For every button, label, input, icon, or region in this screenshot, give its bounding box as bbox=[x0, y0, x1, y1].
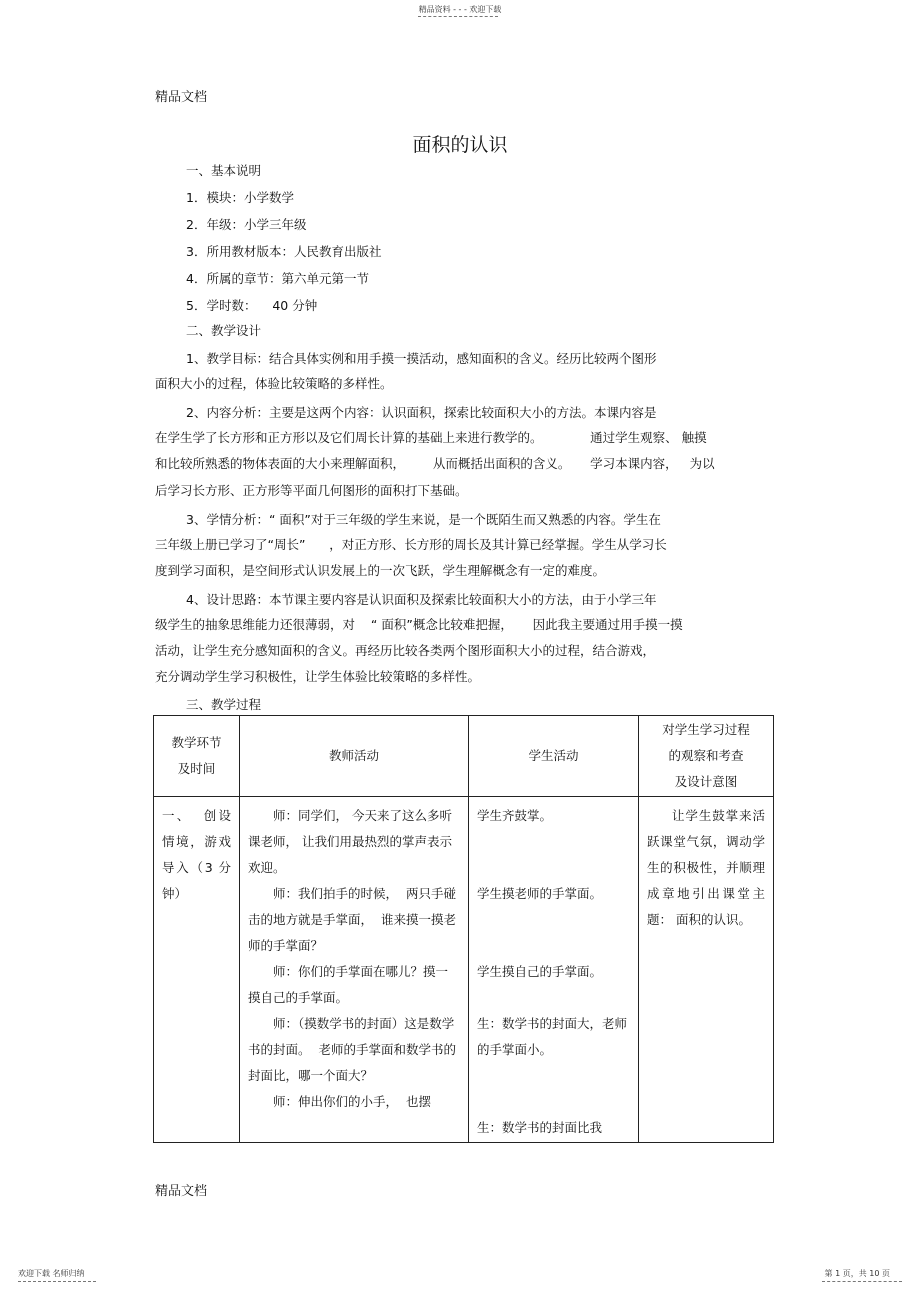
header-intent: 对学生学习过程 的观察和考查 及设计意图 bbox=[639, 716, 774, 797]
info-item: 2．年级：小学三年级 bbox=[186, 217, 307, 232]
teacher-line: 师：（摸数学书的封面）这是数学书的封面。 老师的手掌面和数学书的封面比，哪一个面大？ bbox=[248, 1016, 456, 1083]
header-student: 学生活动 bbox=[469, 716, 639, 797]
cell-student bbox=[469, 797, 639, 1143]
footer-dash-left bbox=[18, 1281, 96, 1282]
page-number: 第 1 页，共 10 页 bbox=[824, 1269, 890, 1278]
header-dash bbox=[418, 16, 498, 17]
table-header-row bbox=[154, 716, 774, 797]
paragraph-line: 在学生学了长方形和正方形以及它们周长计算的基础上来进行教学的。 通过学生观察、 触摸 bbox=[155, 430, 707, 445]
info-item: 1．模块：小学数学 bbox=[186, 190, 294, 205]
cell-intent: 让学生鼓掌来活跃课堂气氛，调动学生的积极性，并顺理成章地引出课堂主题： 面积的认识。 bbox=[639, 797, 774, 1143]
cell-teacher bbox=[240, 797, 469, 1143]
footer-left: 欢迎下载 名师归纳 bbox=[18, 1269, 85, 1278]
watermark-bottom: 精品文档 bbox=[155, 1184, 208, 1199]
header-stage: 教学环节 及时间 bbox=[154, 716, 240, 797]
cell-stage: 一、 创设情境，游戏导入（3 分钟） bbox=[154, 797, 240, 1143]
teacher-line: 师：同学们， 今天来了这么多听课老师， 让我们用最热烈的掌声表示欢迎。 bbox=[248, 808, 452, 875]
student-line: 生：数学书的封面大，老师的手掌面小。 bbox=[477, 1016, 628, 1057]
paragraph-line: 3、学情分析：“ 面积”对于三年级的学生来说，是一个既陌生而又熟悉的内容。学生在 bbox=[186, 512, 661, 527]
section1-heading: 一、基本说明 bbox=[186, 163, 262, 178]
paragraph-line: 充分调动学生学习积极性，让学生体验比较策略的多样性。 bbox=[155, 669, 481, 684]
section3-heading: 三、教学过程 bbox=[186, 697, 262, 712]
teaching-process-table bbox=[153, 715, 774, 1143]
info-item: 4．所属的章节：第六单元第一节 bbox=[186, 271, 369, 286]
student-line: 学生齐鼓掌。 bbox=[477, 808, 553, 823]
paragraph-line: 三年级上册已学习了“周长” ，对正方形、长方形的周长及其计算已经掌握。学生从学习长 bbox=[155, 537, 667, 552]
table-row bbox=[154, 797, 774, 1143]
paragraph-line: 度到学习面积，是空间形式认识发展上的一次飞跃，学生理解概念有一定的难度。 bbox=[155, 563, 606, 578]
info-item: 3．所用教材版本：人民教育出版社 bbox=[186, 244, 382, 259]
student-line: 生：数学书的封面比我 bbox=[477, 1120, 603, 1135]
paragraph-line: 面积大小的过程，体验比较策略的多样性。 bbox=[155, 376, 393, 391]
paragraph-line: 1、教学目标：结合具体实例和用手摸一摸活动，感知面积的含义。经历比较两个图形 bbox=[186, 351, 657, 366]
teacher-line: 师：你们的手掌面在哪儿？摸一摸自己的手掌面。 bbox=[248, 964, 449, 1005]
watermark-top: 精品文档 bbox=[155, 90, 208, 105]
header-teacher: 教师活动 bbox=[240, 716, 469, 797]
paragraph-line: 活动，让学生充分感知面积的含义。再经历比较各类两个图形面积大小的过程，结合游戏， bbox=[155, 643, 656, 658]
section2-heading: 二、教学设计 bbox=[186, 323, 262, 338]
paragraph-line: 后学习长方形、正方形等平面几何图形的面积打下基础。 bbox=[155, 483, 468, 498]
top-header: 精品资料 - - - 欢迎下载 bbox=[418, 5, 502, 14]
footer-dash-right bbox=[822, 1281, 902, 1282]
teacher-line: 师：我们拍手的时候， 两只手碰击的地方就是手掌面， 谁来摸一摸老师的手掌面？ bbox=[248, 886, 456, 953]
paragraph-line: 和比较所熟悉的物体表面的大小来理解面积， 从而概括出面积的含义。 学习本课内容， 为以 bbox=[155, 456, 715, 471]
paragraph-line: 4、设计思路：本节课主要内容是认识面积及探索比较面积大小的方法，由于小学三年 bbox=[186, 592, 657, 607]
paragraph-line: 级学生的抽象思维能力还很薄弱，对 “ 面积”概念比较难把握， 因此我主要通过用手摸一摸 bbox=[155, 617, 683, 632]
info-item: 5．学时数： 40 分钟 bbox=[186, 298, 318, 313]
page-title: 面积的认识 bbox=[412, 134, 508, 156]
student-line: 学生摸自己的手掌面。 bbox=[477, 964, 603, 979]
paragraph-line: 2、内容分析：主要是这两个内容：认识面积，探索比较面积大小的方法。本课内容是 bbox=[186, 405, 657, 420]
student-line: 学生摸老师的手掌面。 bbox=[477, 886, 603, 901]
teacher-line: 师：伸出你们的小手， 也摆 bbox=[273, 1094, 431, 1109]
